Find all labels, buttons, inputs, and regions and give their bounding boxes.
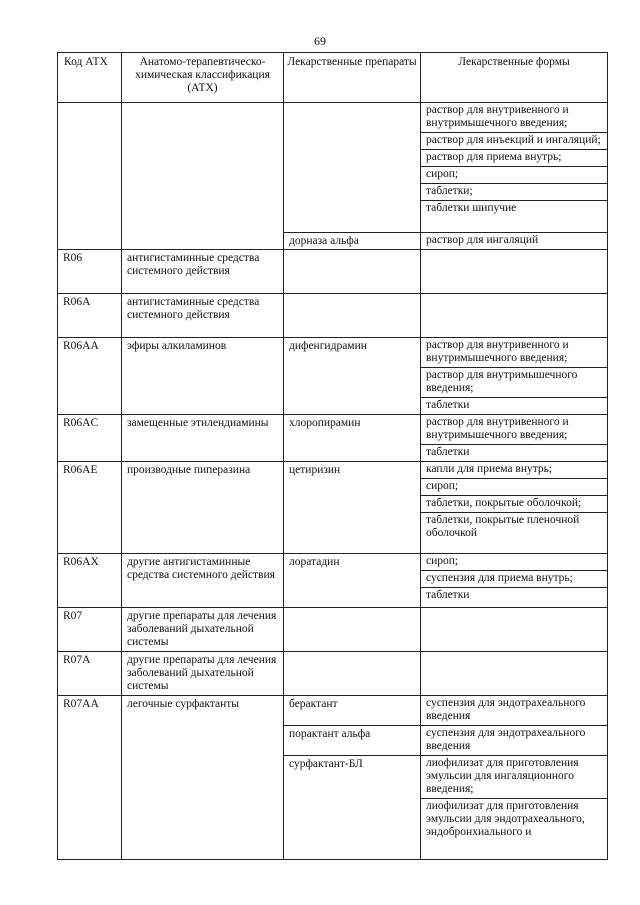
forms-cell xyxy=(421,462,608,554)
form-item: таблетки xyxy=(421,587,607,604)
header-code: Код АТХ xyxy=(58,53,122,103)
classification-cell xyxy=(122,103,284,250)
header-drugs: Лекарственные препараты xyxy=(284,53,421,103)
forms-cell xyxy=(421,696,608,726)
code-cell xyxy=(58,103,122,250)
drug-cell xyxy=(284,652,421,696)
table-row xyxy=(58,554,608,608)
form-item: капли для приема внутрь; xyxy=(426,463,553,475)
form-item: сироп; xyxy=(421,478,607,495)
classification-cell: антигистаминные средства системного действия xyxy=(122,294,284,338)
drug-cell: порактант альфа xyxy=(284,726,421,756)
code-cell: R07 xyxy=(58,608,122,652)
code-cell: R06AA xyxy=(58,338,122,415)
classification-cell: производные пиперазина xyxy=(122,462,284,554)
form-item: раствор для приема внутрь; xyxy=(421,149,607,166)
atc-table xyxy=(57,52,608,860)
table-row xyxy=(58,294,608,338)
form-item: сироп; xyxy=(421,166,607,183)
drug-cell xyxy=(284,608,421,652)
classification-cell: антигистаминные средства системного действия xyxy=(122,250,284,294)
form-item: таблетки; xyxy=(421,183,607,200)
form-item: раствор для внутримышечного введения; xyxy=(421,367,607,397)
classification-cell: замещенные этилендиамины xyxy=(122,415,284,462)
code-cell: R07AA xyxy=(58,696,122,860)
form-item: таблетки xyxy=(421,444,607,461)
table-row xyxy=(58,338,608,415)
form-item: лиофилизат для приготовления эмульсии для ингаляционного введения; xyxy=(426,757,579,795)
classification-cell: легочные сурфактанты xyxy=(122,696,284,860)
form-item: раствор для внутривенного и внутримышечного введения; xyxy=(426,104,569,129)
table-row xyxy=(58,415,608,462)
drug-cell: дорназа альфа xyxy=(284,233,421,250)
code-cell: R07A xyxy=(58,652,122,696)
forms-cell xyxy=(421,608,608,652)
form-item: таблетки, покрытые пленочной оболочкой xyxy=(421,512,607,542)
table-row xyxy=(58,250,608,294)
drug-cell xyxy=(284,250,421,294)
form-item: таблетки, покрытые оболочкой; xyxy=(421,495,607,512)
form-item: раствор для внутривенного и внутримышечного введения; xyxy=(426,339,569,364)
form-item: раствор для инъекций и ингаляций; xyxy=(421,132,607,149)
forms-cell xyxy=(421,294,608,338)
drug-cell xyxy=(284,103,421,233)
code-cell: R06AC xyxy=(58,415,122,462)
drug-cell: берактант xyxy=(284,696,421,726)
table-row xyxy=(58,608,608,652)
form-item: раствор для внутривенного и внутримышечного введения; xyxy=(426,416,569,441)
forms-cell xyxy=(421,233,608,250)
forms-cell xyxy=(421,250,608,294)
form-item: лиофилизат для приготовления эмульсии для эндотрахеального, эндобронхиального и xyxy=(421,798,607,841)
code-cell: R06 xyxy=(58,250,122,294)
forms-cell xyxy=(421,652,608,696)
classification-cell: другие антигистаминные средства системного действия xyxy=(122,554,284,608)
form-item: таблетки xyxy=(421,397,607,414)
header-classification: Анатомо-терапевтическо-химическая классификация (АТХ) xyxy=(122,53,284,103)
forms-cell xyxy=(421,338,608,415)
form-item: сироп; xyxy=(426,555,459,567)
drug-cell: хлоропирамин xyxy=(284,415,421,462)
classification-cell: другие препараты для лечения заболеваний дыхательной системы xyxy=(122,652,284,696)
table-row xyxy=(58,103,608,233)
drug-cell: цетиризин xyxy=(284,462,421,554)
table-header-row xyxy=(58,53,608,103)
code-cell: R06AE xyxy=(58,462,122,554)
form-item: суспензия для приема внутрь; xyxy=(421,570,607,587)
table-row xyxy=(58,652,608,696)
table-row xyxy=(58,696,608,726)
page-number: 69 xyxy=(314,34,326,48)
classification-cell: эфиры алкиламинов xyxy=(122,338,284,415)
form-item: таблетки шипучие xyxy=(421,200,607,217)
classification-cell: другие препараты для лечения заболеваний дыхательной системы xyxy=(122,608,284,652)
header-forms: Лекарственные формы xyxy=(421,53,608,103)
drug-cell: дифенгидрамин xyxy=(284,338,421,415)
form-item: раствор для ингаляций xyxy=(426,234,539,246)
code-cell: R06A xyxy=(58,294,122,338)
code-cell: R06AX xyxy=(58,554,122,608)
drug-cell: сурфактант-БЛ xyxy=(284,756,421,860)
form-item: суспензия для эндотрахеального введения xyxy=(426,697,586,722)
drug-cell xyxy=(284,294,421,338)
forms-cell xyxy=(421,103,608,233)
forms-cell xyxy=(421,554,608,608)
forms-cell xyxy=(421,756,608,860)
forms-cell xyxy=(421,726,608,756)
drug-cell: лоратадин xyxy=(284,554,421,608)
table-row xyxy=(58,462,608,554)
form-item: суспензия для эндотрахеального введения xyxy=(426,727,586,752)
forms-cell xyxy=(421,415,608,462)
